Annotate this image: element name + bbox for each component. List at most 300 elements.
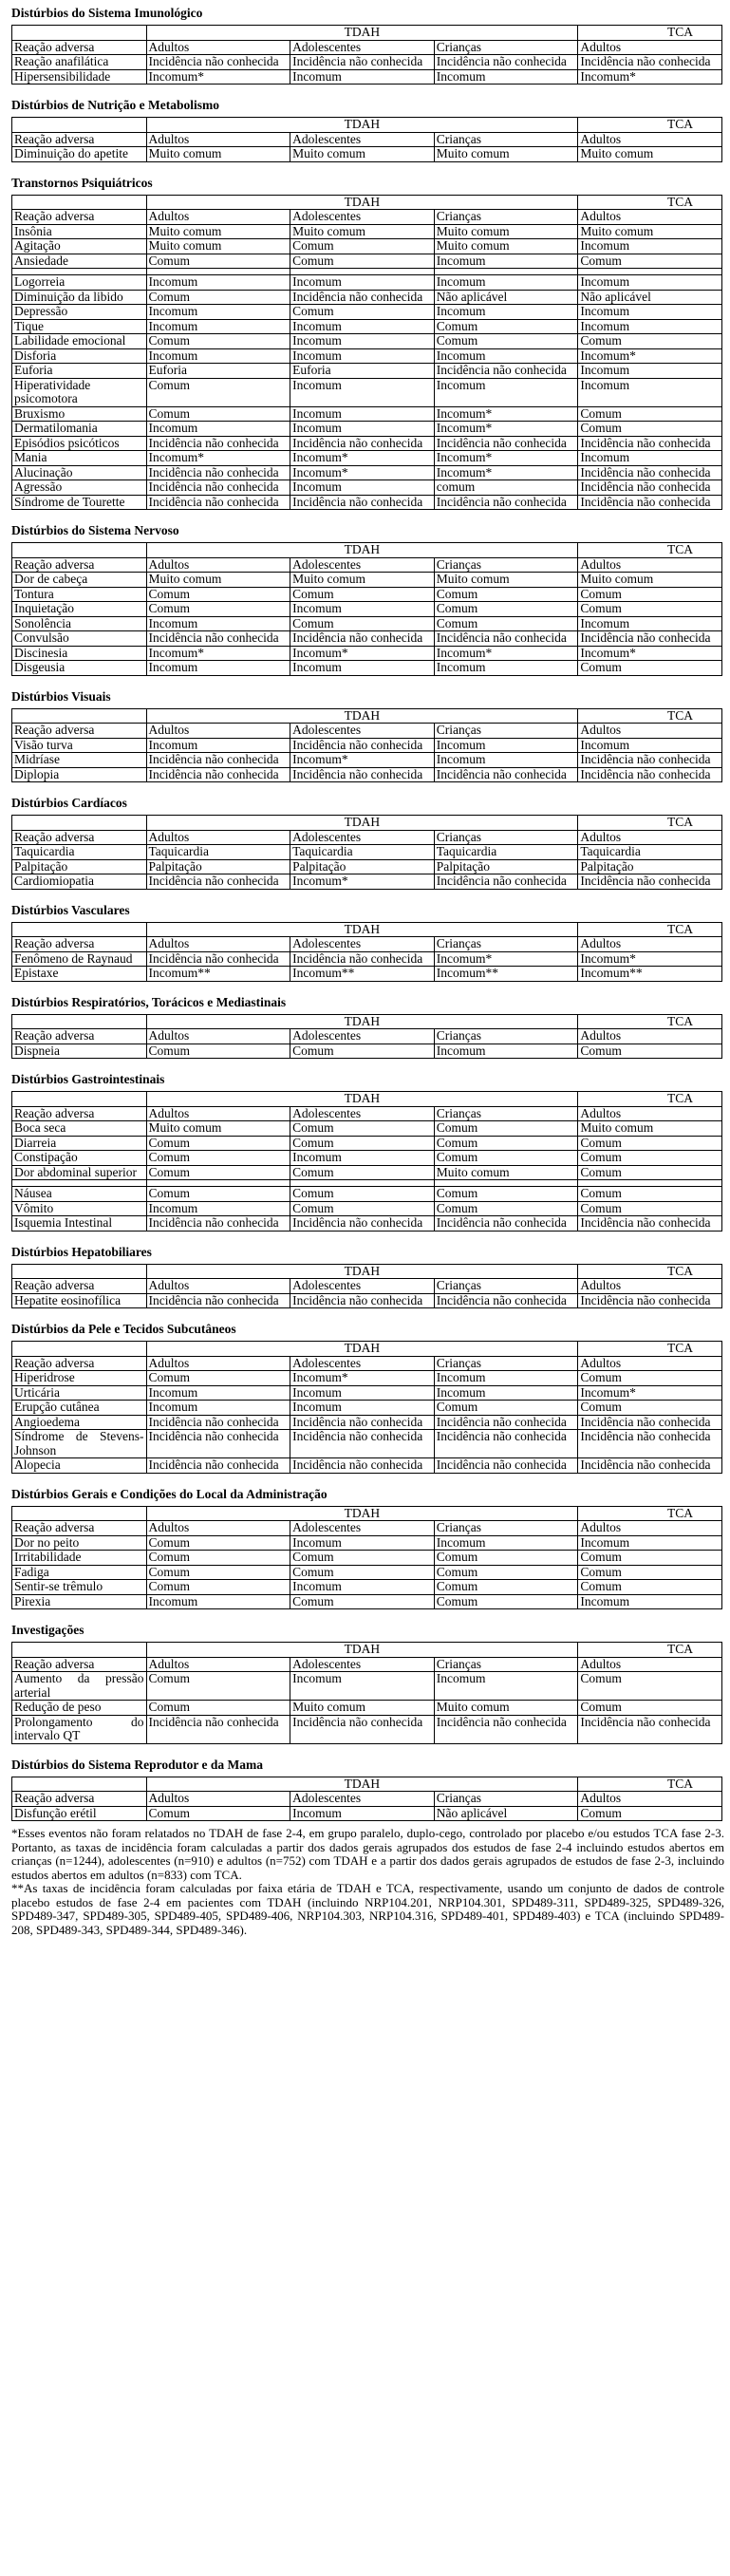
column-header: Adultos (578, 1106, 722, 1121)
frequency-cell: Comum (434, 1580, 578, 1595)
reaction-name-cell: Náusea (12, 1187, 147, 1202)
group-header-tdah: TDAH (146, 922, 578, 937)
group-header-tdah: TDAH (146, 1506, 578, 1521)
frequency-cell: Incidência não conhecida (146, 1430, 290, 1458)
frequency-cell: Incomum (146, 738, 290, 753)
section-title: Distúrbios Gerais e Condições do Local da Administração (11, 1486, 328, 1501)
table-row (12, 631, 722, 647)
table-row (12, 254, 722, 269)
group-header-empty (12, 1506, 147, 1521)
frequency-cell: Comum (290, 1187, 435, 1202)
adverse-reactions-table (11, 1506, 722, 1610)
frequency-cell: Incidência não conhecida (146, 55, 290, 70)
frequency-cell: Incomum (434, 69, 578, 85)
frequency-cell: Incidência não conhecida (146, 951, 290, 967)
reaction-name-cell: Alopecia (12, 1458, 147, 1474)
frequency-cell: Incomum* (290, 646, 435, 661)
reaction-name-cell: Fenômeno de Raynaud (12, 951, 147, 967)
adverse-reactions-table (11, 708, 722, 783)
table-row (12, 422, 722, 437)
column-header: Adolescentes (290, 1521, 435, 1536)
column-header-row (12, 557, 722, 573)
frequency-cell: Incidência não conhecida (434, 495, 578, 510)
table-row (12, 290, 722, 305)
group-header-tca: TCA (578, 195, 722, 210)
reaction-name-cell: Midríase (12, 753, 147, 768)
frequency-cell: Incomum (434, 254, 578, 269)
frequency-cell: Muito comum (146, 573, 290, 588)
reaction-name-cell: Dor no peito (12, 1535, 147, 1551)
gap-cell (290, 269, 435, 275)
column-header: Adolescentes (290, 937, 435, 952)
column-header: Adultos (578, 40, 722, 55)
table-row (12, 1551, 722, 1566)
gap-cell (434, 1180, 578, 1187)
table-row (12, 1187, 722, 1202)
column-header: Crianças (434, 210, 578, 225)
reaction-name-cell: Palpitação (12, 859, 147, 874)
column-header: Adultos (146, 830, 290, 845)
frequency-cell: Incomum* (290, 874, 435, 890)
section-title: Investigações (11, 1623, 84, 1637)
table-row (12, 753, 722, 768)
column-header: Adultos (146, 1106, 290, 1121)
table-row (12, 1594, 722, 1609)
table-row (12, 1293, 722, 1308)
frequency-cell: Incidência não conhecida (434, 1715, 578, 1743)
frequency-cell: Comum (434, 587, 578, 602)
group-header-empty (12, 26, 147, 41)
table-gap-row (12, 269, 722, 275)
column-header: Reação adversa (12, 1521, 147, 1536)
table-row (12, 845, 722, 860)
frequency-cell: Muito comum (578, 147, 722, 162)
table-row (12, 364, 722, 379)
column-header: Crianças (434, 937, 578, 952)
frequency-cell: Incomum* (578, 1385, 722, 1401)
frequency-cell: Incomum* (578, 951, 722, 967)
frequency-cell: Muito comum (434, 1701, 578, 1716)
table-row (12, 1201, 722, 1216)
frequency-cell: Incomum (578, 364, 722, 379)
group-header-row (12, 1092, 722, 1107)
footnote (0, 1827, 730, 1937)
column-header-row (12, 1106, 722, 1121)
frequency-cell: Comum (290, 1165, 435, 1180)
group-header-row (12, 1777, 722, 1792)
table-row (12, 1401, 722, 1416)
reaction-name-cell: Bruxismo (12, 406, 147, 422)
frequency-cell: Incomum (434, 275, 578, 291)
group-header-row (12, 1506, 722, 1521)
table-row (12, 378, 722, 406)
frequency-cell: Incomum* (290, 753, 435, 768)
frequency-cell: Incomum (578, 451, 722, 466)
gap-cell (146, 269, 290, 275)
frequency-cell: Incomum (290, 378, 435, 406)
group-header-tca: TCA (578, 1264, 722, 1279)
frequency-cell: Não aplicável (434, 290, 578, 305)
frequency-cell: Comum (290, 1594, 435, 1609)
frequency-cell: Comum (146, 1151, 290, 1166)
table-row (12, 1715, 722, 1743)
frequency-cell: Incomum (578, 305, 722, 320)
column-header-row (12, 132, 722, 147)
frequency-cell: Incomum (578, 275, 722, 291)
column-header: Adolescentes (290, 132, 435, 147)
frequency-cell: Muito comum (578, 1121, 722, 1137)
frequency-cell: Muito comum (146, 147, 290, 162)
column-header-row (12, 1792, 722, 1807)
table-row (12, 55, 722, 70)
adverse-reactions-table (11, 25, 722, 85)
frequency-cell: Comum (146, 1806, 290, 1821)
frequency-cell: Comum (146, 290, 290, 305)
frequency-cell: Incidência não conhecida (146, 1458, 290, 1474)
group-header-empty (12, 118, 147, 133)
frequency-cell: Incomum (434, 661, 578, 676)
frequency-cell: Incomum (290, 275, 435, 291)
frequency-cell: Não aplicável (434, 1806, 578, 1821)
column-header: Reação adversa (12, 1029, 147, 1044)
frequency-cell: Comum (146, 406, 290, 422)
frequency-cell: Incomum (578, 1594, 722, 1609)
footnote-double-asterisk: **As taxas de incidência foram calculadas por faixa etária de TDAH e TCA, respectivamente, usando um conjunto de dados de controle placebo estudos de fase 2-4 em pacientes com TDAH (incluindo NRP104.201, NRP104.301, SPD489-311, SPD489-325, SPD489-326, SPD489-347, SPD489-305, SPD489-405, SPD489-406, NRP104.303, NRP104.316, SPD489-401, SPD489-403) e TCA (incluindo SPD489-208, SPD489-343, SPD489-344, SPD489-346). (11, 1881, 724, 1937)
frequency-cell: Incomum (146, 1401, 290, 1416)
reaction-name-cell: Cardiomiopatia (12, 874, 147, 890)
reaction-name-cell: Episódios psicóticos (12, 436, 147, 451)
frequency-cell: Incidência não conhecida (146, 753, 290, 768)
group-header-tdah: TDAH (146, 195, 578, 210)
table-row (12, 436, 722, 451)
table-row (12, 465, 722, 480)
frequency-cell: Incomum (434, 305, 578, 320)
column-header: Adultos (578, 132, 722, 147)
table-row (12, 348, 722, 364)
section-title: Distúrbios do Sistema Reprodutor e da Mama (11, 1757, 264, 1772)
frequency-cell: Incomum (578, 738, 722, 753)
reaction-name-cell: Boca seca (12, 1121, 147, 1137)
frequency-cell: Incidência não conhecida (434, 874, 578, 890)
frequency-cell: comum (434, 480, 578, 496)
frequency-cell: Comum (146, 1044, 290, 1059)
frequency-cell: Comum (434, 1201, 578, 1216)
group-header-tdah: TDAH (146, 543, 578, 558)
frequency-cell: Comum (578, 1151, 722, 1166)
frequency-cell: Incomum (434, 1385, 578, 1401)
table-row (12, 951, 722, 967)
column-header: Crianças (434, 1356, 578, 1371)
column-header: Adultos (146, 40, 290, 55)
column-header: Adultos (578, 1279, 722, 1294)
frequency-cell: Comum (578, 1565, 722, 1580)
column-header: Crianças (434, 557, 578, 573)
reaction-name-cell: Inquietação (12, 602, 147, 617)
frequency-cell: Comum (434, 1151, 578, 1166)
frequency-cell: Muito comum (146, 224, 290, 239)
frequency-cell: Incidência não conhecida (146, 767, 290, 782)
frequency-cell: Comum (146, 254, 290, 269)
column-header: Adultos (146, 132, 290, 147)
frequency-cell: Incidência não conhecida (434, 767, 578, 782)
group-header-tca: TCA (578, 1092, 722, 1107)
frequency-cell: Comum (290, 254, 435, 269)
column-header: Adolescentes (290, 1792, 435, 1807)
frequency-cell: Incomum (290, 480, 435, 496)
frequency-cell: Comum (146, 1565, 290, 1580)
column-header: Adolescentes (290, 210, 435, 225)
frequency-cell: Taquicardia (434, 845, 578, 860)
section-title: Distúrbios do Sistema Imunológico (11, 6, 203, 20)
column-header: Adultos (146, 1657, 290, 1672)
frequency-cell: Comum (434, 616, 578, 631)
column-header: Adultos (578, 724, 722, 739)
group-header-empty (12, 816, 147, 831)
frequency-cell: Comum (578, 422, 722, 437)
frequency-cell: Incidência não conhecida (578, 753, 722, 768)
frequency-cell: Comum (578, 1401, 722, 1416)
column-header: Crianças (434, 132, 578, 147)
frequency-cell: Incomum (290, 406, 435, 422)
frequency-cell: Incidência não conhecida (578, 1715, 722, 1743)
frequency-cell: Muito comum (578, 224, 722, 239)
frequency-cell: Incomum (290, 422, 435, 437)
frequency-cell: Comum (578, 1136, 722, 1151)
group-header-tdah: TDAH (146, 1092, 578, 1107)
column-header: Adultos (146, 1279, 290, 1294)
column-header-row (12, 937, 722, 952)
reaction-name-cell: Agressão (12, 480, 147, 496)
group-header-row (12, 195, 722, 210)
table-row (12, 495, 722, 510)
frequency-cell: Incidência não conhecida (578, 1458, 722, 1474)
frequency-cell: Incidência não conhecida (434, 1293, 578, 1308)
section-title: Distúrbios Respiratórios, Torácicos e Mediastinais (11, 994, 287, 1009)
frequency-cell: Incomum* (434, 422, 578, 437)
reaction-name-cell: Disgeusia (12, 661, 147, 676)
group-header-row (12, 543, 722, 558)
frequency-cell: Incidência não conhecida (434, 631, 578, 647)
reaction-name-cell: Mania (12, 451, 147, 466)
table-row (12, 602, 722, 617)
frequency-cell: Comum (578, 1551, 722, 1566)
frequency-cell: Incomum (290, 1806, 435, 1821)
frequency-cell: Comum (578, 661, 722, 676)
column-header: Adolescentes (290, 1356, 435, 1371)
reaction-name-cell: Tique (12, 319, 147, 334)
footnote-single-asterisk: *Esses eventos não foram relatados no TDAH de fase 2-4, em grupo paralelo, duplo-cego, controlado por placebo e/ou estudos TCA fase 2-3. Portanto, as taxas de incidência foram calculadas a partir dos dados gerais agrupados dos estudos de fase 2-4 incluindo estudos abertos em crianças (n=1244), adolescentes (n=910) e adultos (n=752) com TDAH e a partir dos dados gerais agrupados de estudos de fase 2-3, incluindo estudos abertos em adultos (n=833) com TCA. (11, 1826, 724, 1882)
frequency-cell: Comum (290, 305, 435, 320)
frequency-cell: Comum (578, 334, 722, 349)
frequency-cell: Incomum (578, 239, 722, 254)
table-row (12, 1044, 722, 1059)
adverse-reactions-table (11, 1014, 722, 1060)
frequency-cell: Incomum* (434, 465, 578, 480)
column-header: Reação adversa (12, 1356, 147, 1371)
adverse-reactions-table (11, 1777, 722, 1822)
frequency-cell: Comum (434, 1565, 578, 1580)
reaction-name-cell: Taquicardia (12, 845, 147, 860)
group-header-empty (12, 922, 147, 937)
frequency-cell: Incidência não conhecida (578, 767, 722, 782)
frequency-cell: Incomum (434, 1672, 578, 1701)
frequency-cell: Comum (578, 1701, 722, 1716)
frequency-cell: Incidência não conhecida (290, 495, 435, 510)
frequency-cell: Comum (290, 1136, 435, 1151)
frequency-cell: Incomum (146, 348, 290, 364)
frequency-cell: Comum (578, 1672, 722, 1701)
frequency-cell: Muito comum (290, 1701, 435, 1716)
section-title: Distúrbios Hepatobiliares (11, 1244, 152, 1259)
frequency-cell: Muito comum (434, 147, 578, 162)
frequency-cell: Incidência não conhecida (434, 364, 578, 379)
frequency-cell: Taquicardia (290, 845, 435, 860)
table-row (12, 1430, 722, 1458)
column-header: Adultos (578, 1521, 722, 1536)
column-header: Reação adversa (12, 210, 147, 225)
table-row (12, 1151, 722, 1166)
frequency-cell: Incomum (434, 378, 578, 406)
adverse-reactions-table (11, 542, 722, 676)
column-header: Adolescentes (290, 1657, 435, 1672)
adverse-reactions-table (11, 195, 722, 511)
column-header: Crianças (434, 1029, 578, 1044)
frequency-cell: Incomum (146, 305, 290, 320)
group-header-empty (12, 195, 147, 210)
group-header-empty (12, 543, 147, 558)
frequency-cell: Taquicardia (578, 845, 722, 860)
reaction-name-cell: Alucinação (12, 465, 147, 480)
table-row (12, 1165, 722, 1180)
frequency-cell: Comum (146, 378, 290, 406)
reaction-name-cell: Dermatilomania (12, 422, 147, 437)
frequency-cell: Incomum** (434, 967, 578, 982)
frequency-cell: Incomum (146, 275, 290, 291)
frequency-cell: Incomum (578, 1535, 722, 1551)
reaction-name-cell: Logorreia (12, 275, 147, 291)
table-row (12, 767, 722, 782)
column-header: Crianças (434, 1792, 578, 1807)
frequency-cell: Palpitação (146, 859, 290, 874)
frequency-cell: Muito comum (146, 1121, 290, 1137)
table-row (12, 661, 722, 676)
group-header-tdah: TDAH (146, 708, 578, 724)
group-header-tca: TCA (578, 1777, 722, 1792)
frequency-cell: Comum (434, 1187, 578, 1202)
frequency-cell: Incomum (578, 319, 722, 334)
frequency-cell: Incomum (434, 753, 578, 768)
group-header-empty (12, 1014, 147, 1029)
frequency-cell: Incidência não conhecida (434, 1415, 578, 1430)
frequency-cell: Incidência não conhecida (578, 465, 722, 480)
column-header: Reação adversa (12, 132, 147, 147)
frequency-cell: Comum (434, 1136, 578, 1151)
column-header: Reação adversa (12, 40, 147, 55)
frequency-cell: Incomum* (146, 69, 290, 85)
frequency-cell: Comum (290, 239, 435, 254)
column-header: Adolescentes (290, 830, 435, 845)
frequency-cell: Muito comum (290, 147, 435, 162)
table-row (12, 738, 722, 753)
group-header-empty (12, 708, 147, 724)
section-title: Distúrbios Visuais (11, 688, 111, 704)
frequency-cell: Incomum (434, 1535, 578, 1551)
column-header-row (12, 1521, 722, 1536)
frequency-cell: Muito comum (290, 573, 435, 588)
frequency-cell: Comum (578, 1165, 722, 1180)
frequency-cell: Muito comum (434, 239, 578, 254)
frequency-cell: Taquicardia (146, 845, 290, 860)
table-gap-row (12, 1180, 722, 1187)
frequency-cell: Incidência não conhecida (434, 55, 578, 70)
reaction-name-cell: Aumento da pressão arterial (12, 1672, 147, 1701)
column-header: Crianças (434, 40, 578, 55)
frequency-cell: Comum (434, 319, 578, 334)
frequency-cell: Incidência não conhecida (290, 631, 435, 647)
reaction-name-cell: Angioedema (12, 1415, 147, 1430)
frequency-cell: Incomum (434, 1044, 578, 1059)
column-header-row (12, 40, 722, 55)
frequency-cell: Incomum (290, 661, 435, 676)
frequency-cell: Incidência não conhecida (434, 1430, 578, 1458)
frequency-cell: Muito comum (146, 239, 290, 254)
reaction-name-cell: Pirexia (12, 1594, 147, 1609)
frequency-cell: Incomum* (290, 451, 435, 466)
table-row (12, 147, 722, 162)
group-header-tca: TCA (578, 118, 722, 133)
group-header-empty (12, 1643, 147, 1658)
section-title: Distúrbios do Sistema Nervoso (11, 523, 179, 537)
column-header-row (12, 210, 722, 225)
frequency-cell: Incomum* (434, 951, 578, 967)
frequency-cell: Comum (290, 1201, 435, 1216)
group-header-tca: TCA (578, 1342, 722, 1357)
reaction-name-cell: Dor de cabeça (12, 573, 147, 588)
frequency-cell: Incomum** (578, 967, 722, 982)
frequency-cell: Incidência não conhecida (146, 631, 290, 647)
group-header-row (12, 1643, 722, 1658)
table-row (12, 406, 722, 422)
table-row (12, 967, 722, 982)
group-header-tdah: TDAH (146, 1264, 578, 1279)
frequency-cell: Comum (578, 587, 722, 602)
group-header-empty (12, 1777, 147, 1792)
frequency-cell: Incidência não conhecida (578, 1216, 722, 1232)
reaction-name-cell: Dispneia (12, 1044, 147, 1059)
column-header: Adultos (146, 1792, 290, 1807)
section-title: Distúrbios da Pele e Tecidos Subcutâneos (11, 1322, 236, 1336)
frequency-cell: Comum (578, 602, 722, 617)
frequency-cell: Incidência não conhecida (578, 495, 722, 510)
frequency-cell: Incomum (146, 661, 290, 676)
frequency-cell: Comum (290, 1565, 435, 1580)
group-header-row (12, 1014, 722, 1029)
frequency-cell: Incidência não conhecida (578, 55, 722, 70)
reaction-name-cell: Insônia (12, 224, 147, 239)
group-header-tca: TCA (578, 1014, 722, 1029)
table-row (12, 334, 722, 349)
group-header-tca: TCA (578, 1506, 722, 1521)
frequency-cell: Incomum (434, 1371, 578, 1386)
frequency-cell: Incomum* (146, 646, 290, 661)
reaction-name-cell: Sentir-se trêmulo (12, 1580, 147, 1595)
reaction-name-cell: Convulsão (12, 631, 147, 647)
frequency-cell: Incomum (434, 348, 578, 364)
reaction-name-cell: Discinesia (12, 646, 147, 661)
reaction-name-cell: Diminuição da libido (12, 290, 147, 305)
frequency-cell: Incidência não conhecida (578, 1415, 722, 1430)
reaction-name-cell: Diminuição do apetite (12, 147, 147, 162)
